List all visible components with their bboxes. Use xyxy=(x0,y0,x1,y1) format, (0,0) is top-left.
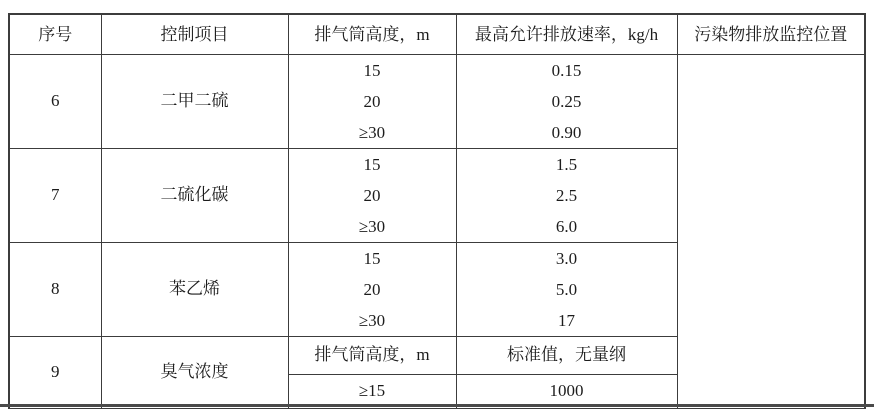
cell-serial-7: 7 xyxy=(9,148,101,242)
rate-value: 17 xyxy=(558,310,575,330)
header-max-rate: 最高允许排放速率，kg/h xyxy=(456,14,677,54)
cell-item-7: 二硫化碳 xyxy=(101,148,288,242)
cell-serial-6: 6 xyxy=(9,54,101,148)
height-value: 15 xyxy=(363,60,381,80)
height-value: 15 xyxy=(363,154,381,174)
cell-rates-7 xyxy=(456,148,677,242)
cell-subheader-height: 排气筒高度，m xyxy=(288,336,456,374)
table-row-6 xyxy=(9,54,865,148)
rate-value: 6.0 xyxy=(555,216,578,236)
page-bottom-rule xyxy=(0,404,874,407)
cell-item-9: 臭气浓度 xyxy=(101,336,288,408)
header-row xyxy=(9,14,865,54)
rate-value: 0.90 xyxy=(551,122,582,142)
height-value: ≥30 xyxy=(358,122,386,142)
cell-monitoring-merged xyxy=(677,54,865,408)
cell-rates-6 xyxy=(456,54,677,148)
cell-subheader-value: 标准值，无量纲 xyxy=(456,336,677,374)
height-value: 15 xyxy=(363,248,381,268)
cell-heights-7 xyxy=(288,148,456,242)
emission-limits-table xyxy=(8,13,866,409)
rate-value: 1.5 xyxy=(555,154,578,174)
cell-rates-8 xyxy=(456,242,677,336)
cell-heights-6 xyxy=(288,54,456,148)
rate-value: 5.0 xyxy=(555,279,578,299)
rate-value: 0.25 xyxy=(551,91,582,111)
rate-value: 2.5 xyxy=(555,185,578,205)
rate-value: 0.15 xyxy=(551,60,582,80)
header-serial: 序号 xyxy=(9,14,101,54)
rate-value: 3.0 xyxy=(555,248,578,268)
height-value: 20 xyxy=(363,185,381,205)
cell-item-6: 二甲二硫 xyxy=(101,54,288,148)
cell-serial-9: 9 xyxy=(9,336,101,408)
height-value: ≥30 xyxy=(358,310,386,330)
header-stack-height: 排气筒高度，m xyxy=(288,14,456,54)
cell-serial-8: 8 xyxy=(9,242,101,336)
header-control-item: 控制项目 xyxy=(101,14,288,54)
header-monitoring-position: 污染物排放监控位置 xyxy=(677,14,865,54)
height-value: 20 xyxy=(363,91,381,111)
cell-height-9: ≥15 xyxy=(288,374,456,408)
cell-value-9: 1000 xyxy=(456,374,677,408)
cell-heights-8 xyxy=(288,242,456,336)
height-value: ≥30 xyxy=(358,216,386,236)
cell-item-8: 苯乙烯 xyxy=(101,242,288,336)
height-value: 20 xyxy=(363,279,381,299)
